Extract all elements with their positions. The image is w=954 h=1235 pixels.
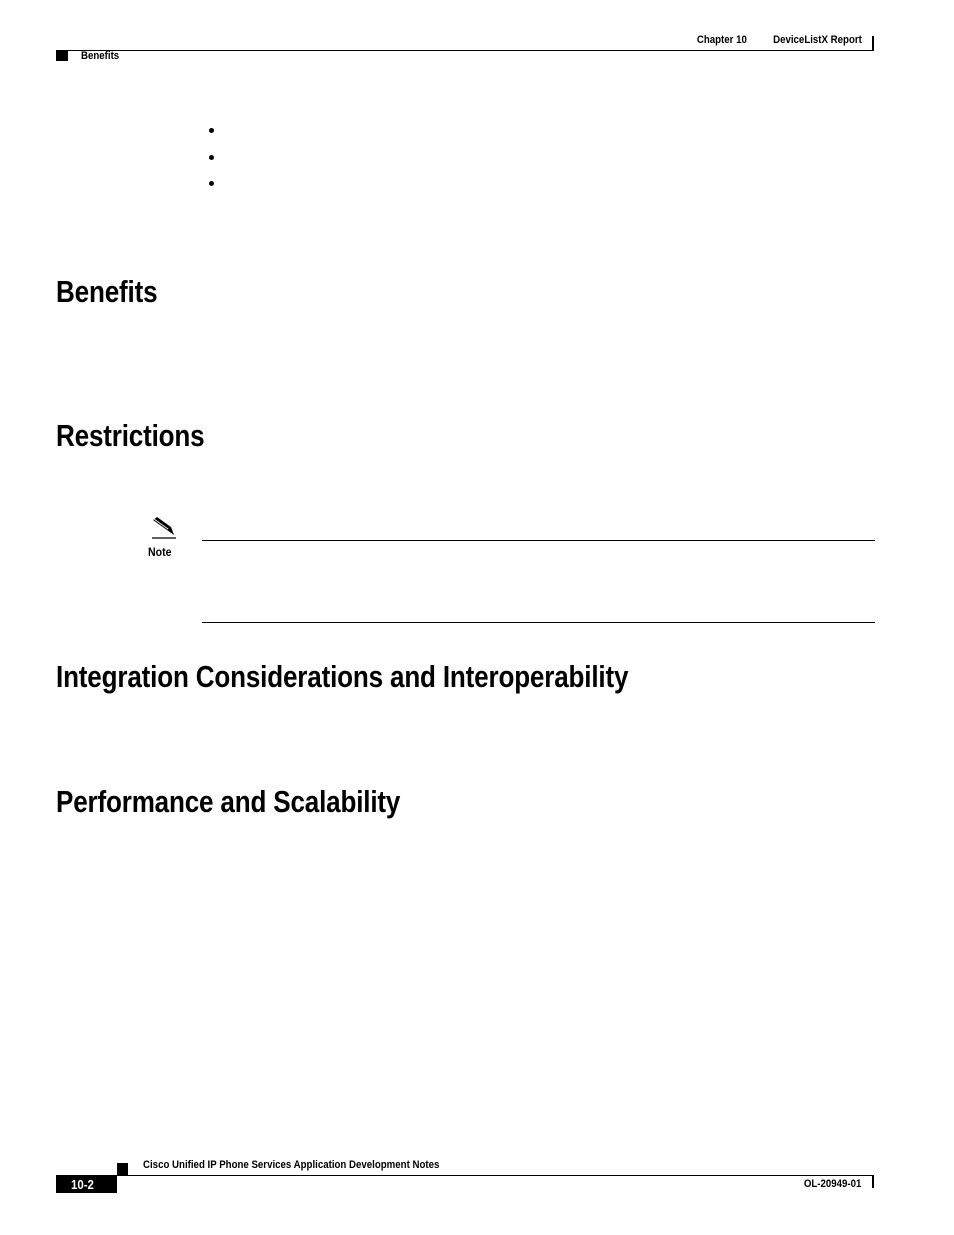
footer-rule <box>117 1175 874 1176</box>
footer-block-marker <box>117 1163 128 1175</box>
footer-doc-number: OL-20949-01 <box>803 1178 861 1190</box>
heading-performance: Performance and Scalability <box>56 784 401 819</box>
pencil-note-icon <box>150 516 178 540</box>
header-block-marker <box>56 51 68 61</box>
bullet-marker <box>209 155 214 160</box>
header-chapter: Chapter 10 <box>696 34 747 46</box>
heading-integration: Integration Considerations and Interoperability <box>56 659 629 694</box>
header-section: Benefits <box>81 50 120 62</box>
note-bottom-rule <box>202 622 875 623</box>
footer-page-number: 10-2 <box>71 1177 94 1192</box>
heading-restrictions: Restrictions <box>56 418 205 453</box>
note-block <box>140 516 880 626</box>
footer-book-title: Cisco Unified IP Phone Services Application Development Notes <box>143 1159 440 1171</box>
footer-right-tick <box>872 1175 874 1188</box>
note-label: Note <box>148 545 172 559</box>
note-top-rule <box>202 540 875 541</box>
heading-benefits: Benefits <box>56 274 158 309</box>
header-chapter-title: DeviceListX Report <box>773 34 862 46</box>
header-rule <box>56 50 874 51</box>
bullet-marker <box>209 128 214 133</box>
bullet-marker <box>209 181 214 186</box>
header-right-tick <box>872 36 874 50</box>
